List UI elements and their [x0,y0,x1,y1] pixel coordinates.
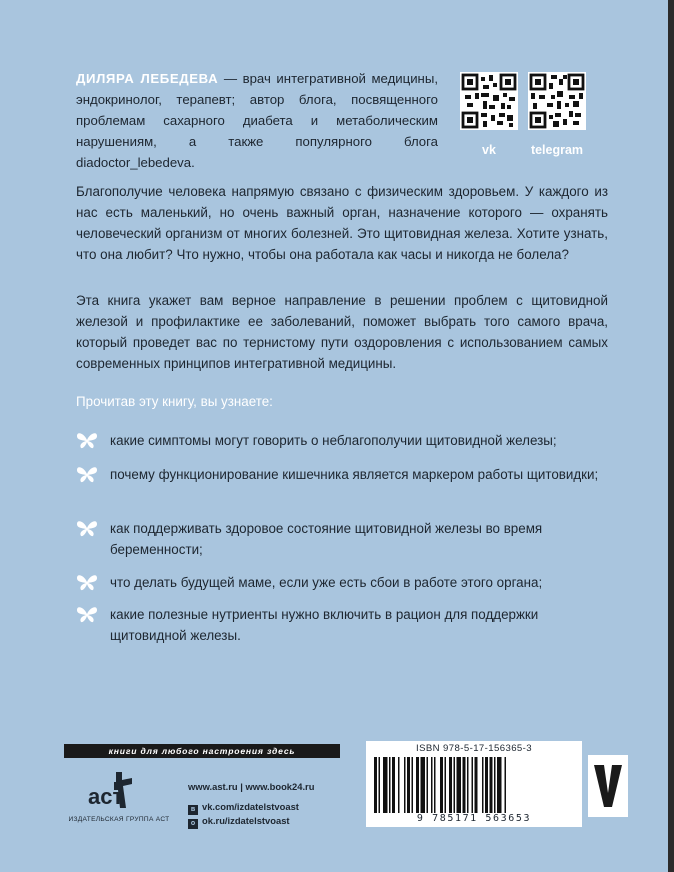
barcode-bar [434,757,436,813]
publisher-sites[interactable]: www.ast.ru | www.book24.ru [188,781,315,792]
barcode-bar [475,757,478,813]
vk-icon: в [188,805,198,815]
barcode-bar [389,757,391,813]
qr-telegram[interactable] [528,72,586,157]
barcode-bar [482,757,484,813]
barcode-bar [431,757,433,813]
qr-vk[interactable] [460,72,518,157]
barcode-bar [416,757,419,813]
barcode-bar [457,757,462,813]
social-vk-link[interactable] [188,801,299,815]
list-item-text: что делать будущей маме, если уже есть сбои в работе этого органа; [110,575,543,590]
publisher-slogan: книги для любого настроения здесь [64,744,340,758]
butterfly-icon [76,573,98,591]
barcode-bar [497,757,502,813]
list-item-text: почему функционирование кишечника является маркером работы щитовидки; [110,467,599,482]
social-ok-text: ok.ru/izdatelstvoast [202,815,290,826]
butterfly-icon [76,519,98,537]
description-paragraph: Эта книга укажет вам верное направление в решении проблем с щитовидной железой и профилактике ее заболеваний, поможет выбрать того самого врача, который проведет вас по тернистому пути оздоровления с использованием самых современных принципов интегративной медицины. [76,293,608,371]
publisher-group-name: ИЗДАТЕЛЬСКАЯ ГРУППА АСТ [68,816,170,823]
publisher-v-logo [588,755,628,817]
author-bio [76,68,438,173]
ok-icon: о [188,819,198,829]
barcode-bar [454,757,456,813]
barcode-bar [379,757,381,813]
barcode-bar [421,757,426,813]
barcode-bar [490,757,493,813]
barcode-bar [494,757,496,813]
social-ok-link[interactable] [188,815,290,829]
social-vk-text: vk.com/izdatelstvoast [202,801,299,812]
barcode-bar [392,757,395,813]
barcode-bar [445,757,447,813]
barcode-bar [398,757,400,813]
barcode-bar [472,757,474,813]
barcode-bar [505,757,507,813]
barcode-bar [404,757,406,813]
list-item-text: как поддерживать здоровое состояние щитовидной железы во время беременности; [110,521,543,557]
logo-text: аст [88,784,124,809]
qr-label-vk: vk [482,143,496,157]
barcode-bar [449,757,452,813]
qr-label-telegram: telegram [530,143,584,157]
author-name: ДИЛЯРА ЛЕБЕДЕВА [76,71,219,86]
qr-pattern [529,73,585,129]
barcode-bar [407,757,410,813]
intro-paragraph: Благополучие человека напрямую связано с физическим здоровьем. У каждого из нас есть маленький, но очень важный орган, назначение которого — охранять человеческий организм от многих болезней. Это щитовидная железа. Хотите узнать, что она любит? Что нужно, чтобы она работала как часы и никогда не болела? [76,184,608,262]
barcode-bar [467,757,469,813]
list-item-text: какие полезные нутриенты нужно включить в рацион для поддержки щитовидной железы. [110,607,539,643]
barcode-block [366,741,582,827]
barcode-number: 9 785171 563653 [416,813,532,824]
isbn-text: ISBN 978-5-17-156365-3 [416,743,532,754]
barcode-bar [383,757,388,813]
barcode-bar [440,757,443,813]
butterfly-icon [76,465,98,483]
barcode-bar [463,757,466,813]
qr-code-icon [460,72,518,130]
author-bio-text: — врач интегративной медицины, эндокринолог, терапевт; автор блога, посвященного проблемам сахарного диабета и метаболическим нарушениям, а также популярного блога diadoctor_lebedeva. [76,71,438,170]
qr-code-icon [528,72,586,130]
spine-edge [668,0,674,872]
barcode-bar [427,757,429,813]
qr-pattern [461,73,517,129]
barcode-bar [412,757,414,813]
barcode-bar [485,757,488,813]
butterfly-icon [76,431,98,449]
butterfly-icon [76,605,98,623]
list-lead: Прочитав эту книгу, вы узнаете: [76,394,273,409]
ast-logo [86,770,146,810]
barcode-bar [374,757,377,813]
barcode-bars [374,757,574,813]
list-item-text: какие симптомы могут говорить о неблагополучии щитовидной железы; [110,433,557,448]
